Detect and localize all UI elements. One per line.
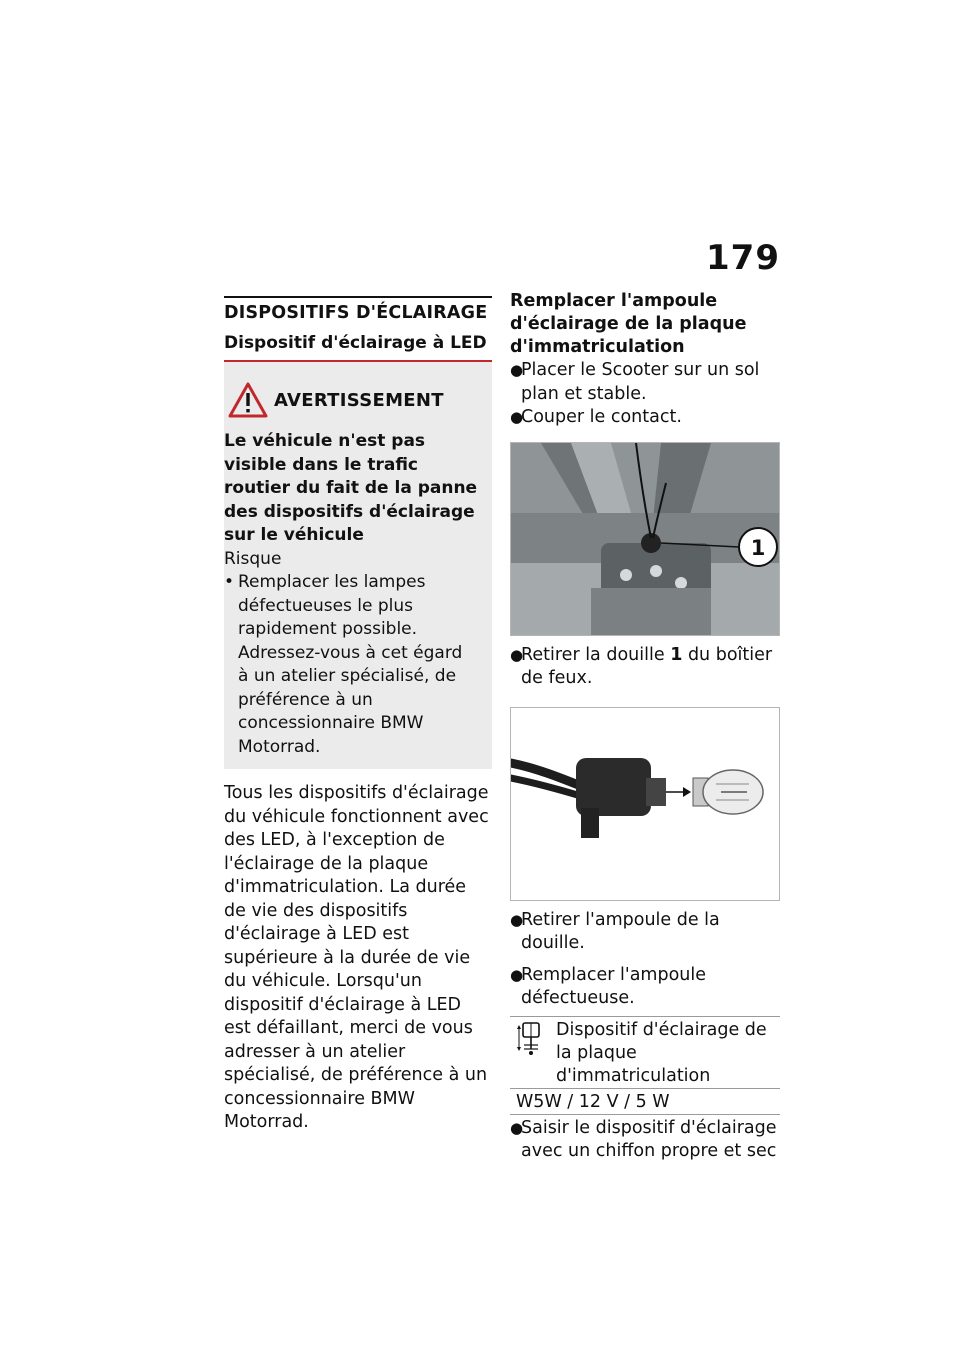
step-2-text: Couper le contact. [521, 407, 682, 427]
step-3-pre: Retirer la douille [521, 644, 665, 665]
left-column [224, 296, 492, 1135]
figure-bulb-socket [510, 707, 780, 901]
warning-header [224, 382, 478, 418]
spec-value: W5W / 12 V / 5 W [510, 1088, 780, 1114]
lamp-housing-illustration [511, 443, 780, 636]
step-2 [510, 406, 780, 430]
step-3-ref: 1 [670, 644, 683, 665]
step-4 [510, 909, 780, 956]
step-6 [510, 1117, 780, 1164]
bullet-icon: ● [510, 910, 524, 929]
bullet-icon: ● [510, 1118, 524, 1137]
body-paragraph: Tous les dispositifs d'éclairage du véhicule fonctionnent avec des LED, à l'exception de l'éclairage de la plaque d'immatriculation. La durée de vie des dispositifs d'éclairage à LED est supérieure à la durée de vie du véhicule. Lorsqu'un dispositif d'éclairage à LED est défaillant, merci de vous adresser à un atelier spécialisé, de préférence à un concessionnaire BMW Motorrad. [224, 783, 489, 1132]
spec-label: Dispositif d'éclairage de la plaque d'immatriculation [556, 1019, 767, 1086]
figure-callout-1: 1 [750, 535, 766, 560]
warning-risk: Risque [224, 548, 282, 569]
step-6-text: Saisir le dispositif d'éclairage avec un chiffon propre et sec [521, 1117, 777, 1161]
step-3-post: du boîtier de feux. [521, 644, 773, 688]
subsection-title: Dispositif d'éclairage à LED [224, 333, 492, 362]
bulb-socket-illustration [511, 708, 780, 901]
step-5 [510, 964, 780, 1011]
bullet-icon: ● [510, 965, 524, 984]
step-1 [510, 359, 780, 406]
warning-triangle-icon [228, 382, 268, 418]
warning-label: AVERTISSEMENT [274, 389, 444, 411]
step-4-text: Retirer l'ampoule de la douille. [521, 909, 720, 953]
step-3 [510, 644, 780, 691]
warning-action [224, 571, 478, 759]
bullet-icon: ● [510, 361, 524, 379]
warning-action-text: Remplacer les lampes défectueuses le plus rapidement possible. Adressez-vous à cet égard à un atelier spécialisé, de préférence à un concessionnaire BMW Motorrad. [238, 572, 463, 757]
bullet-icon: ● [510, 408, 524, 426]
spec-header [510, 1017, 780, 1088]
bullet-icon: • [224, 572, 235, 592]
warning-box [224, 362, 492, 769]
step-5-text: Remplacer l'ampoule défectueuse. [521, 964, 707, 1008]
step-1-text: Placer le Scooter sur un sol plan et stable. [521, 360, 760, 404]
page-number: 179 [706, 238, 780, 278]
bulb-spec-icon [510, 1019, 552, 1067]
procedure-title: Remplacer l'ampoule d'éclairage de la plaque d'immatriculation [510, 291, 747, 357]
warning-hazard: Le véhicule n'est pas visible dans le trafic routier du fait de la panne des dispositifs d'éclairage sur le véhicule [224, 431, 478, 545]
spec-table [510, 1016, 780, 1115]
step-3-text [521, 644, 780, 691]
bullet-icon: ● [510, 645, 524, 664]
right-column [510, 290, 780, 1164]
figure-lamp-housing [510, 442, 780, 636]
section-title: DISPOSITIFS D'ÉCLAIRAGE [224, 296, 492, 323]
